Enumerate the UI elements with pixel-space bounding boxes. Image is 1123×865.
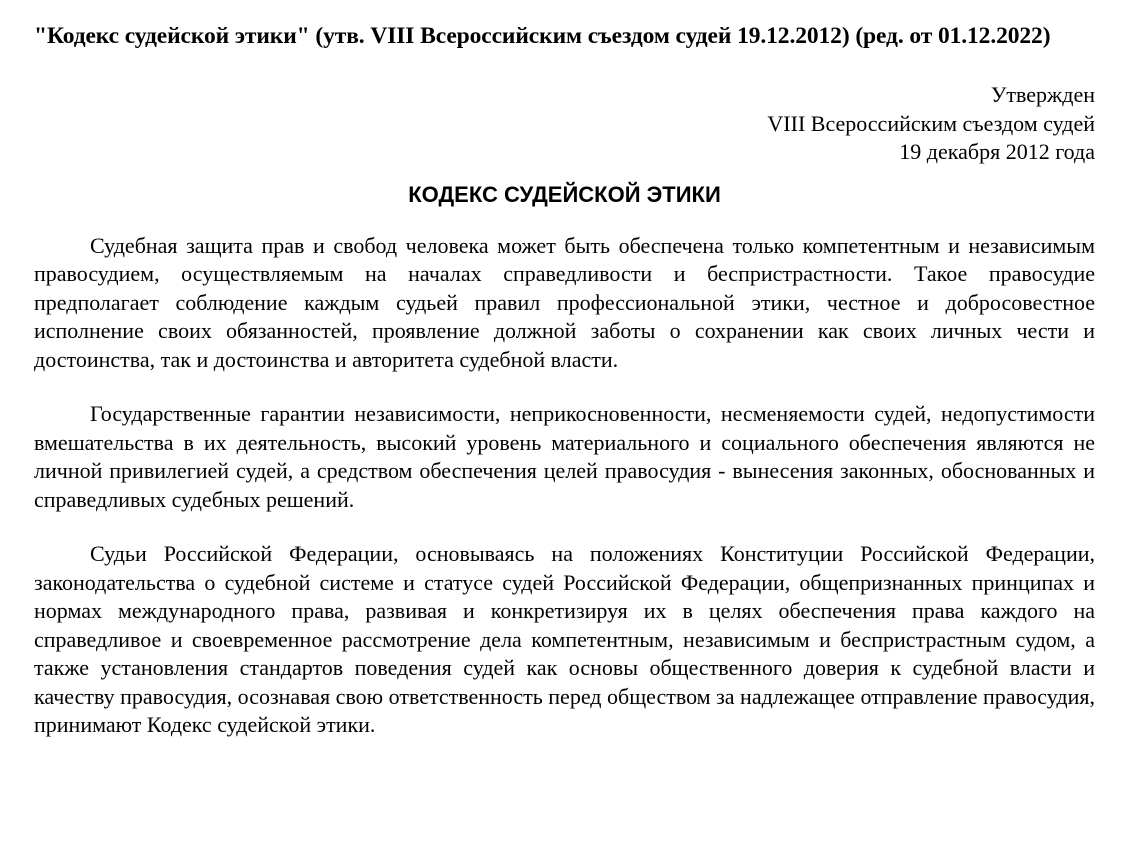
approval-block — [34, 81, 1095, 167]
document-title: КОДЕКС СУДЕЙСКОЙ ЭТИКИ — [408, 181, 721, 207]
approval-line-date: 19 декабря 2012 года — [899, 139, 1095, 164]
approval-line-congress: VIII Всероссийским съездом судей — [767, 110, 1095, 136]
approval-line-approved: Утвержден — [990, 82, 1095, 107]
paragraph-1: Судебная защита прав и свобод человека может быть обеспечена только компетентным и независимым правосудием, осуществляемым на началах справедливости и беспристрастности. Такое правосудие предполагает соблюдение каждым судьей правил профессиональной этики, честное и добросовестное исполнение своих обязанностей, проявление должной заботы о сохранении как своих личных чести и достоинства, так и достоинства и авторитета судебной власти. — [34, 232, 1095, 372]
paragraph-2: Государственные гарантии независимости, неприкосновенности, несменяемости судей, недопустимости вмешательства в их деятельность, высокий уровень материального и социального обеспечения являются не личной привилегией судей, а средством обеспечения целей правосудия - вынесения законных, обоснованных и справедливых судебных решений. — [34, 401, 1095, 512]
document-header: "Кодекс судейской этики" (утв. VIII Всероссийским съездом судей 19.12.2012) (ред. от 01.12.2022) — [34, 23, 1051, 49]
paragraph-3: Судьи Российской Федерации, основываясь на положениях Конституции Российской Федерации, законодательства о судебной системе и статусе судей Российской Федерации, общепризнанных принципах и нормах международного права, развивая и конкретизируя их в целях обеспечения права каждого на справедливое и своевременное рассмотрение дела компетентным, независимым и беспристрастным судом, а также установления стандартов поведения судей как основы общественного доверия к судебной власти и качеству правосудия, осознавая свою ответственность перед обществом за надлежащее отправление правосудия, принимают Кодекс судейской этики. — [34, 541, 1095, 737]
document-page — [34, 0, 1095, 740]
